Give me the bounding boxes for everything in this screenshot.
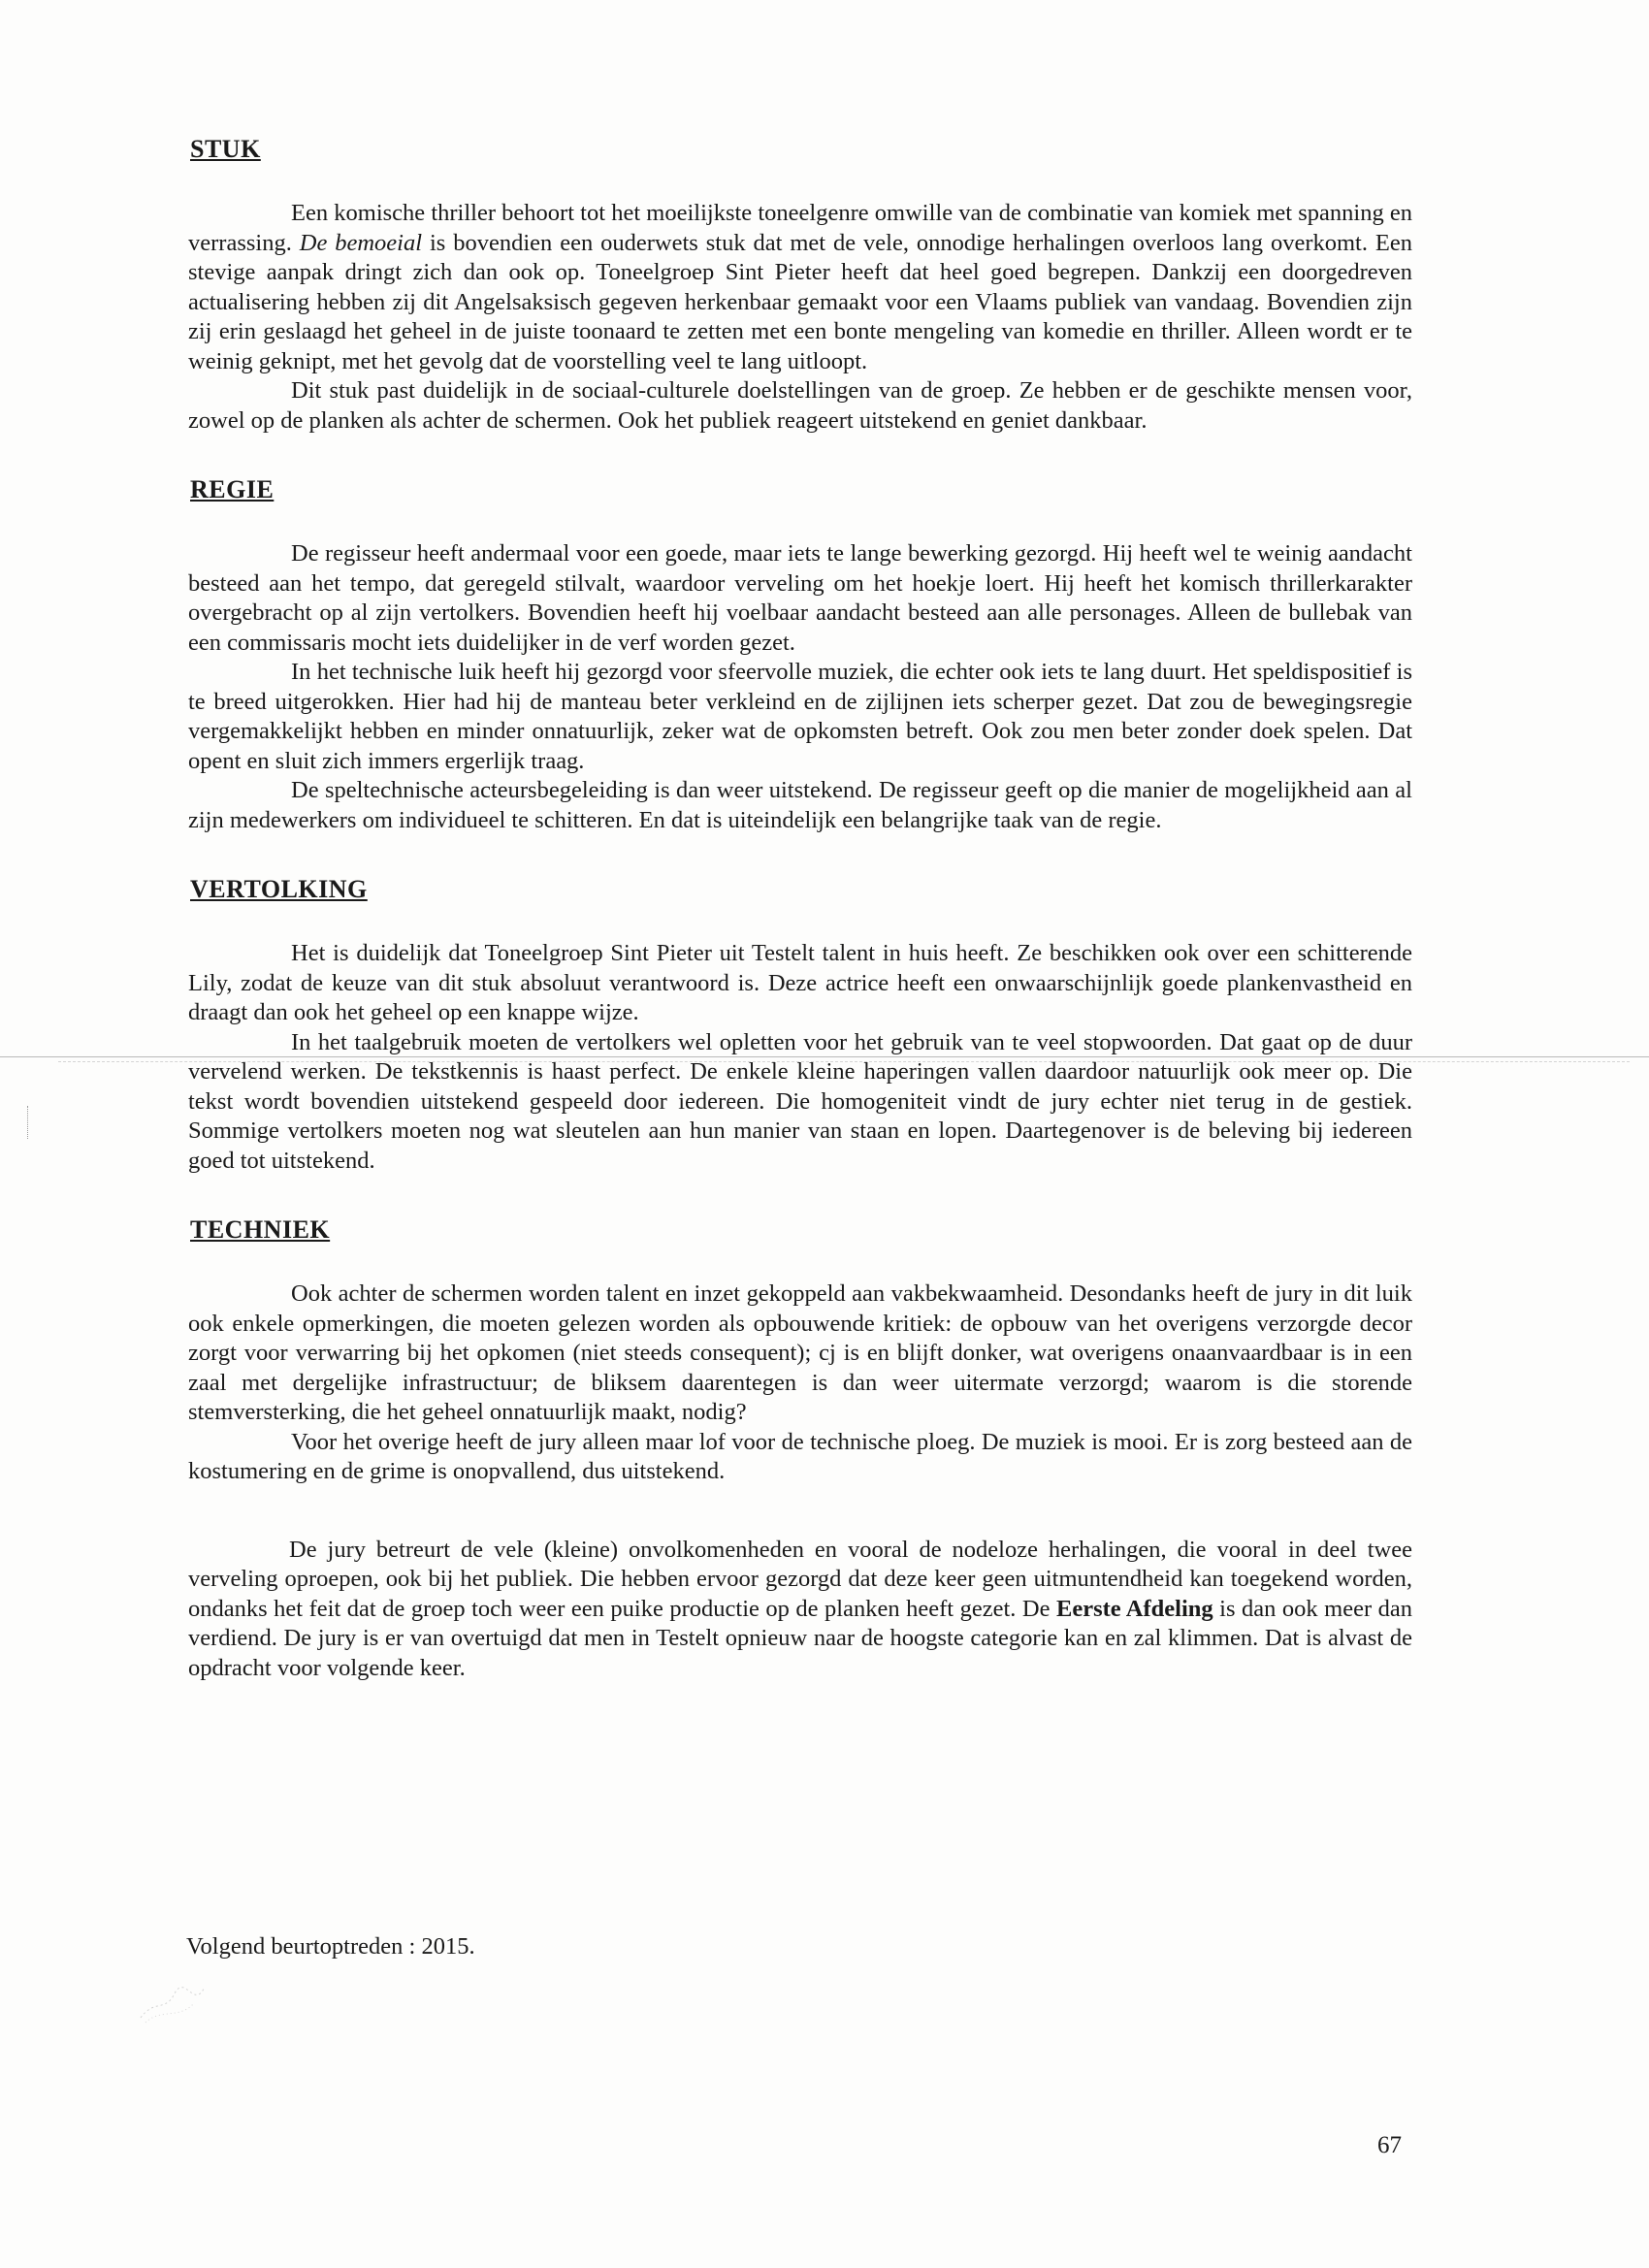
paragraph-text-pre: Een komische thriller behoort tot het moeilijkste toneelgenre omwille van de combinatie van komiek met spanning en verrassing. bbox=[188, 200, 1412, 256]
faint-stamp-mark bbox=[136, 1979, 223, 2027]
paragraph: In het technische luik heeft hij gezorgd voor sfeervolle muziek, die echter ook iets te lang duurt. Het speldispositief is te breed uitgerokken. Hier had hij de manteau beter verkleind en de zijlijnen iets scherper gezet. Dat zou de bewegingsregie vergemakkelijkt hebben en minder onnatuurlijk, zeker wat de opkomsten betreft. Ook zou men beter zonder doek spelen. Dat opent en sluit zich immers ergerlijk traag. bbox=[188, 659, 1412, 774]
paragraph-text-post: is bovendien een ouderwets stuk dat met de vele, onnodige herhalingen overloos lang overkomt. Een stevige aanpak dringt zich dan ook op. Toneelgroep Sint Pieter heeft dat heel goed begrepen. Dankzij een doorgedreven actualisering hebben zij dit Angelsaksisch gegeven herkenbaar gemaakt voor een Vlaams publiek van vandaag. Bovendien zijn zij erin geslaagd het geheel in de juiste toonaard te zetten met een bonte mengeling van komedie en thriller. Alleen wordt er te weinig geknipt, met het gevolg dat de voorstelling veel te lang uitloopt. bbox=[188, 229, 1412, 374]
paragraph: De regisseur heeft andermaal voor een goede, maar iets te lange bewerking gezorgd. Hij heeft wel te weinig aandacht besteed aan het tempo, dat geregeld stilvalt, waardoor verveling om het hoekje loert. Hij heeft het komisch thrillerkarakter overgebracht op al zijn vertolkers. Bovendien heeft hij voelbaar aandacht besteed aan alle personages. Alleen de bullebak van een commissaris mocht iets duidelijker in de verf worden gezet. bbox=[188, 540, 1412, 656]
paragraph: Ook achter de schermen worden talent en inzet gekoppeld aan vakbekwaamheid. Desondanks heeft de jury in dit luik ook enkele opmerkingen, die moeten gelezen worden als opbouwende kritiek: de opbouw van het overigens verzorgde decor zorgt voor verwarring bij het opkomen (niet steeds consequent); cj is en blijft donker, wat overigens onaanvaardbaar is in een zaal met dergelijke infrastructuur; de bliksem daarentegen is dan weer uitermate verzorgd; waarom is die storende stemversterking, die het geheel onnatuurlijk maakt, nodig? bbox=[188, 1280, 1412, 1425]
next-performance-note: Volgend beurtoptreden : 2015. bbox=[186, 1933, 475, 1960]
paragraph: Voor het overige heeft de jury alleen maar lof voor de technische ploeg. De muziek is mooi. Er is zorg besteed aan de kostumering en de grime is onopvallend, dus uitstekend. bbox=[188, 1428, 1412, 1484]
closing-text-pre: De jury betreurt de vele (kleine) onvolkomenheden en vooral de nodeloze herhalingen, die vooral in deel twee verveling oproepen, ook bij het publiek. Die hebben ervoor gezorgd dat deze keer geen uitmuntendheid kan toegekend worden, ondanks het feit dat de groep toch weer een puike productie op de planken heeft gezet. De bbox=[188, 1536, 1412, 1622]
closing-paragraph bbox=[188, 1536, 1412, 1684]
closing-text-post: is dan ook meer dan verdiend. De jury is er van overtuigd dat men in Testelt opnieuw naar de hoogste categorie kan en zal klimmen. Dat is alvast de opdracht voor volgende keer. bbox=[188, 1595, 1412, 1681]
play-title: De bemoeial bbox=[299, 229, 423, 256]
document-body bbox=[188, 134, 1412, 1683]
paragraph: De speltechnische acteursbegeleiding is dan weer uitstekend. De regisseur geeft op die manier de mogelijkheid aan al zijn medewerkers om individueel te schitteren. En dat is uiteindelijk een belangrijke taak van de regie. bbox=[188, 777, 1412, 833]
section-heading-vertolking: VERTOLKING bbox=[190, 875, 368, 903]
paragraph: Het is duidelijk dat Toneelgroep Sint Pieter uit Testelt talent in huis heeft. Ze beschikken ook over een schitterende Lily, zodat de keuze van dit stuk absoluut verantwoord is. Deze actrice heeft een onwaarschijnlijk goede plankenvastheid en draagt dan ook het geheel op een knappe wijze. bbox=[188, 940, 1412, 1025]
paragraph: In het taalgebruik moeten de vertolkers wel opletten voor het gebruik van te veel stopwoorden. Dat gaat op de duur vervelend werken. De tekstkennis is haast perfect. De enkele kleine haperingen vallen daardoor natuurlijk ook meer op. Die tekst wordt bovendien uitstekend gespeeld door iedereen. Die homogeniteit vindt de jury echter niet terug in de gestiek. Sommige vertolkers moeten nog wat sleutelen aan hun manier van staan en lopen. Daartegenover is de beleving bij iedereen goed tot uitstekend. bbox=[188, 1028, 1412, 1174]
paragraph: Dit stuk past duidelijk in de sociaal-culturele doelstellingen van de groep. Ze hebben er de geschikte mensen voor, zowel op de planken als achter de schermen. Ook het publiek reageert uitstekend en geniet dankbaar. bbox=[188, 377, 1412, 434]
section-heading-techniek: TECHNIEK bbox=[190, 1215, 331, 1244]
margin-mark bbox=[27, 1106, 34, 1139]
division-label: Eerste Afdeling bbox=[1055, 1595, 1213, 1622]
paragraph bbox=[188, 199, 1412, 376]
page-number: 67 bbox=[1377, 2132, 1402, 2158]
section-heading-regie: REGIE bbox=[190, 475, 275, 503]
section-heading-stuk: STUK bbox=[190, 135, 261, 163]
